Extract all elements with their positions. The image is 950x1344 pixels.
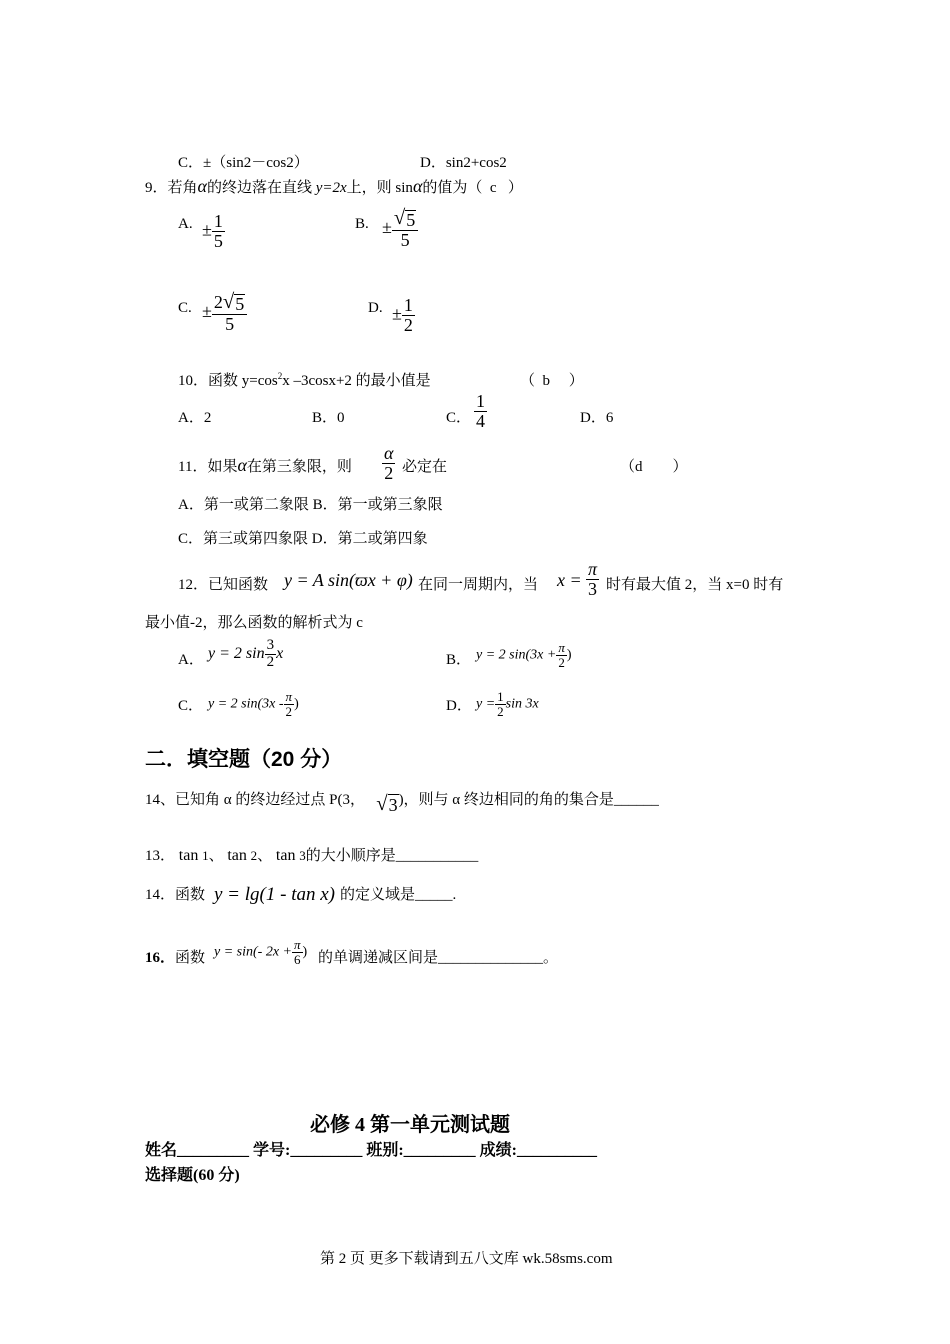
q11-options-cd: C．第三或第四象限 D．第二或第四象: [178, 531, 428, 547]
q9-answer: c: [489, 180, 497, 196]
fill-14b-formula: y = lg(1 - tan x): [214, 884, 335, 905]
q12-option-d: y = $\frac{1}{2}$ sin 3x: [476, 689, 539, 719]
q12-option-c-label: C．: [178, 698, 204, 714]
q10-answer: （ b ）: [520, 373, 584, 389]
q12-pi-over-3: $\frac{\pi}{3}$: [588, 559, 598, 599]
q12-option-a-label: A．: [178, 652, 204, 668]
q11-options-ab: A．第一或第二象限 B．第一或第三象限: [178, 497, 443, 513]
q12-formula: y = A sin(ϖx + φ): [284, 570, 413, 590]
student-info-line: 姓名_________ 学号:_________ 班别:_________ 成绩:__________: [145, 1142, 597, 1159]
fill-16-formula: y = sin(- 2x + $\frac{\pi}{6}$ ): [214, 937, 308, 967]
q12-option-a: y = 2 sin $\frac{3}{2}$ x: [208, 637, 284, 670]
q11-fraction: $\frac{\alpha}{2}$: [384, 443, 394, 483]
fill-14b-prefix: 14．函数: [145, 887, 206, 903]
q12-option-b: y = 2 sin(3x + $\frac{\pi}{2}$ ): [476, 640, 572, 670]
page-footer: 第 2 页 更多下载请到五八文库 wk.58sms.com: [320, 1251, 613, 1267]
q12-line2: 最小值-2，那么函数的解析式为 c: [145, 615, 363, 631]
q10-question: 10．函数 $y=\cos^2x$ –3cosx+2 的最小值是: [178, 371, 431, 389]
fill-14a: 14、已知角 α 的终边经过点 P(3， √ 3 )，则与 α 终边相同的角的集合是______: [145, 792, 659, 815]
q9-option-b: ± √ 5 5: [382, 208, 418, 250]
fill-14b-suffix: 的定义域是_____.: [340, 887, 457, 903]
q10-option-b: B．0: [312, 410, 345, 426]
q12-option-b-label: B．: [446, 652, 472, 668]
q11-answer: （d ）: [620, 459, 688, 475]
q9-option-a-label: A.: [178, 216, 193, 232]
q12-mid2: 时有最大值 2，当 x=0 时有: [606, 577, 784, 593]
q12-option-c: y = 2 sin(3x - $\frac{\pi}{2}$ ): [208, 689, 299, 719]
q10-option-c-fraction: $\frac{1}{4}$: [476, 391, 485, 431]
fill-13: 13． tan 1、 tan 2、 tan 3的大小顺序是___________: [145, 847, 479, 864]
fill-16: 16．函数: [145, 950, 206, 966]
q11-question: 11．如果α在第三象限，则: [178, 455, 352, 475]
q10-option-d: D．6: [580, 410, 614, 426]
q8-option-c: C．±（sin2－cos2）: [178, 155, 309, 171]
choice-section-title: 选择题(60 分): [145, 1167, 240, 1184]
q10-option-a: A．2: [178, 410, 212, 426]
q9-option-b-label: B.: [355, 216, 369, 232]
fill-16-suffix: 的单调递减区间是______________。: [318, 950, 559, 966]
q9-question: 9．若角α的终边落在直线 y=2x上，则 sinα的值为（ c ）: [145, 176, 523, 196]
q9-option-a: ± $\frac{1}{5}$: [202, 211, 223, 251]
q9-option-d: ± $\frac{1}{2}$: [392, 295, 413, 335]
q11-suffix: 必定在: [402, 459, 448, 475]
q12-prefix: 12．已知函数: [178, 577, 269, 593]
q9-option-c: ± 2 √ 5 5: [202, 292, 247, 334]
q9-option-d-label: D.: [368, 300, 383, 316]
section-2-title: 二．填空题（20 分）: [145, 748, 343, 771]
q10-option-c-label: C．: [446, 410, 472, 426]
q12-option-d-label: D．: [446, 698, 472, 714]
q8-option-d: D．sin2+cos2: [420, 155, 507, 171]
q12-x-eq: x =: [557, 570, 582, 590]
q12-mid: 在同一周期内，当: [418, 577, 539, 593]
q9-option-c-label: C.: [178, 300, 192, 316]
test-title: 必修 4 第一单元测试题: [310, 1114, 510, 1136]
